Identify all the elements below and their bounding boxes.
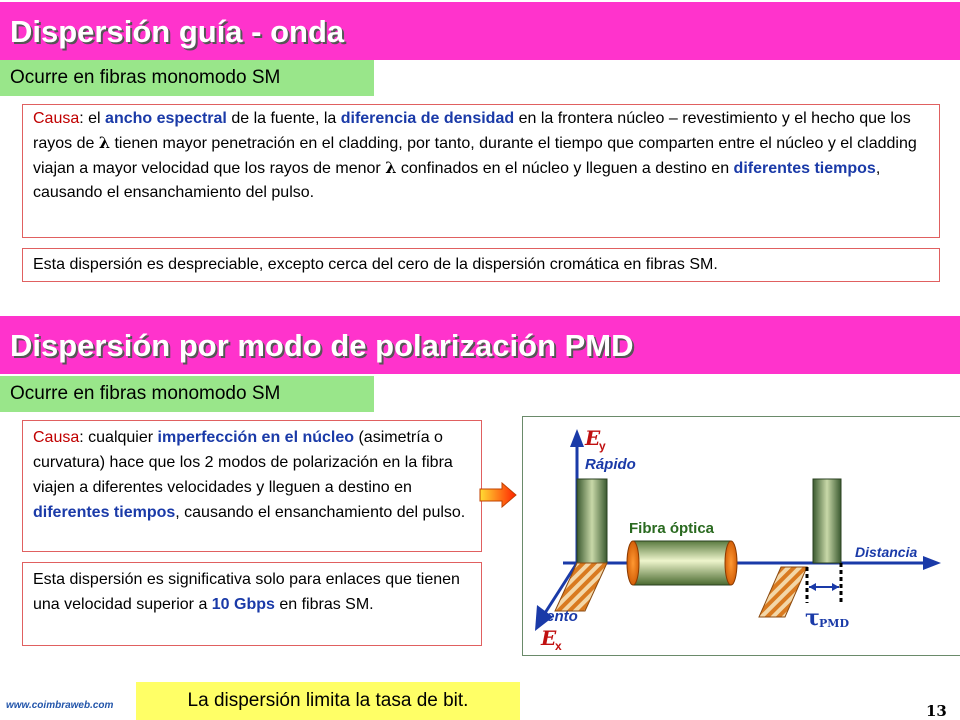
ey-label: E	[585, 426, 601, 450]
cause-text: confinados en el núcleo y lleguen a destino en	[396, 160, 734, 177]
distancia-label: Distancia	[855, 544, 918, 560]
section1-note-box	[22, 248, 940, 282]
cause-text: : el	[79, 110, 106, 127]
ey-sub: y	[599, 439, 606, 453]
tau-sub: PMD	[819, 617, 849, 630]
ey-arrow-icon	[570, 429, 584, 447]
lambda-symbol: λ	[385, 158, 397, 177]
lambda-symbol: λ	[98, 133, 111, 152]
pmd-diagram	[522, 416, 960, 656]
tau-arrow-right-icon	[832, 583, 839, 591]
fibra-label: Fibra óptica	[629, 520, 715, 537]
conclusion-banner: La dispersión limita la tasa de bit.	[136, 682, 520, 720]
section2-cause-box	[22, 420, 482, 552]
arrow-right-icon	[478, 482, 518, 508]
tau-label: τ	[805, 605, 820, 631]
cause-highlight: diferentes tiempos	[33, 504, 176, 521]
distance-arrow-icon	[923, 556, 941, 570]
pulse-fast-left	[577, 479, 607, 563]
cause-highlight: diferentes tiempos	[733, 160, 876, 177]
cause-text: tienen mayor penetración en el cladding, por tanto, durante el tiempo que comparten entre el núcleo y el cladding viajan a mayor velocidad que los rayos de menor	[33, 135, 917, 177]
section2-title: Dispersión por modo de polarización PMD	[0, 316, 960, 374]
ex-label: E	[541, 626, 557, 650]
cause-label: Causa	[33, 429, 80, 446]
section2-note-box	[22, 562, 482, 646]
section1-note: Esta dispersión es despreciable, excepto cerca del cero de la dispersión cromática en fibras SM.	[33, 256, 718, 273]
note-text: Esta dispersión es significativa solo para enlaces que tienen una velocidad superior a	[33, 571, 460, 613]
cause-label: Causa	[33, 110, 80, 127]
fiber-end-right	[725, 541, 737, 585]
cause-text: (asimetría o curvatura) hace que los 2 modos de polarización en la fibra viajen a diferentes velocidades y lleguen a destino en	[33, 429, 453, 496]
cause-text: : cualquier	[79, 429, 158, 446]
section1-subtitle: Ocurre en fibras monomodo SM	[0, 60, 374, 96]
footer-url[interactable]: www.coimbraweb.com	[6, 700, 114, 711]
cause-highlight: imperfección en el núcleo	[157, 429, 355, 446]
fiber-end-left	[627, 541, 639, 585]
page-number: 13	[926, 702, 947, 720]
pmd-diagram-svg	[523, 417, 960, 655]
note-text: en fibras SM.	[274, 596, 374, 613]
cause-text: de la fuente, la	[226, 110, 341, 127]
rapido-label: Rápido	[585, 456, 636, 473]
tau-arrow-left-icon	[809, 583, 816, 591]
section1-cause-box	[22, 104, 940, 238]
cause-text: , causando el ensanchamiento del pulso.	[33, 160, 881, 201]
cause-text: en la frontera núcleo – revestimiento y el hecho que los rayos de	[33, 110, 911, 152]
cause-highlight: ancho espectral	[105, 110, 227, 127]
cause-highlight: diferencia de densidad	[340, 110, 515, 127]
cause-text: , causando el ensanchamiento del pulso.	[175, 504, 466, 521]
section2-subtitle: Ocurre en fibras monomodo SM	[0, 376, 374, 412]
section1-title: Dispersión guía - onda	[0, 2, 960, 60]
lento-label: Lento	[537, 608, 578, 625]
ex-sub: x	[555, 639, 562, 653]
fiber-body	[633, 541, 731, 585]
pulse-fast-right	[813, 479, 841, 563]
note-highlight: 10 Gbps	[211, 596, 275, 613]
pulse-slow-right	[759, 567, 807, 617]
